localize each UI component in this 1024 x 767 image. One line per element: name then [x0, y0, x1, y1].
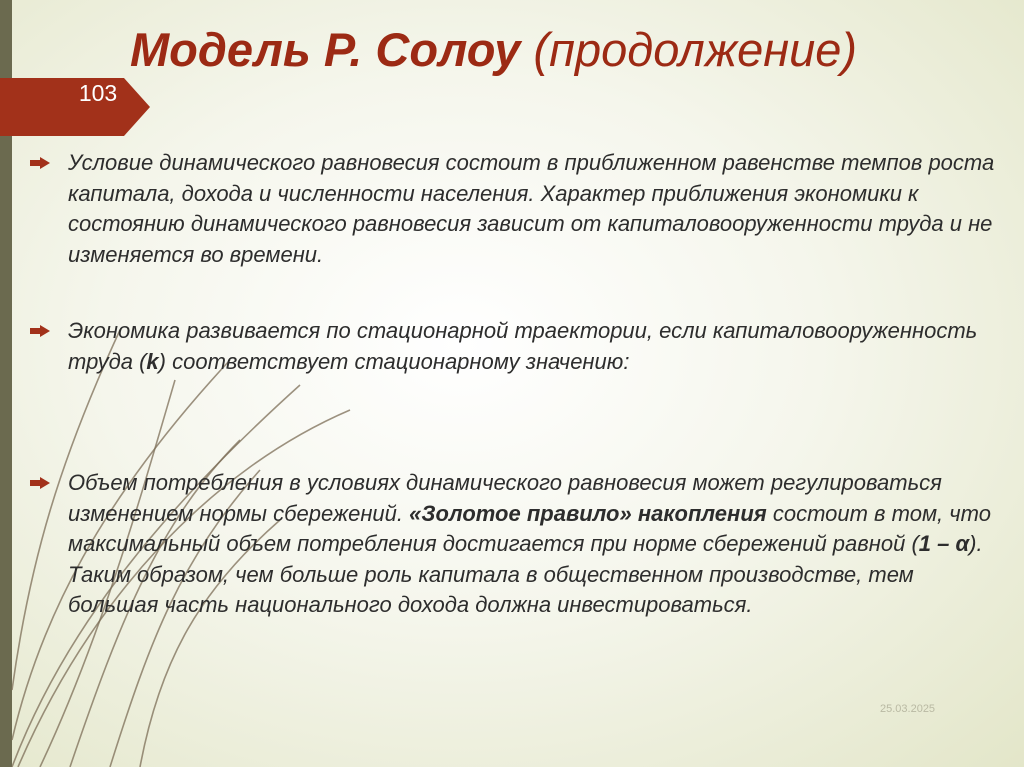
slide-title-main: Модель Р. Солоу	[130, 23, 521, 76]
bullet-item	[30, 148, 1000, 270]
arrow-bullet-icon	[30, 157, 50, 169]
variable-k: k	[146, 348, 159, 374]
bullet-text-part: ). Таким образом, чем больше роль капитала в общественном производстве, тем большая часть национального дохода должна инвестироваться.	[68, 531, 983, 617]
slide-number-arrow-shape	[0, 78, 150, 136]
bullet-text	[68, 316, 998, 377]
bullet-text: Условие динамического равновесия состоит в приближенном равенстве темпов роста капитала, дохода и численности населения. Характер приближения экономики к состоянию динамического равновесия зависит от капиталовооруженности труда и не изменяется во времени.	[68, 150, 995, 267]
arrow-bullet-icon	[30, 477, 50, 489]
slide-number-tag	[0, 78, 150, 136]
formula: 1 – α	[918, 531, 970, 556]
slide-title	[130, 22, 857, 77]
bullet-text	[68, 468, 998, 621]
bullet-text-part: состоит в том, что максимальный объем потребления достигается при норме сбережений равной (	[68, 500, 991, 556]
slide-title-subtitle: (продолжение)	[520, 23, 858, 76]
bullet-text-part: ) соответствует стационарному значению:	[158, 348, 630, 374]
arrow-bullet-icon	[30, 325, 50, 337]
bullet-text-part: Объем потребления в условиях динамического равновесия может регулироваться изменением нормы сбережений.	[68, 470, 942, 526]
slide-number: 103	[78, 80, 118, 106]
bullet-item	[30, 316, 1000, 377]
bullet-item	[30, 468, 1000, 621]
bullet-text-part: Экономика развивается по стационарной траектории, если капиталовооруженность труда (	[68, 318, 978, 374]
golden-rule-emphasis: «Золотое правило» накопления	[409, 500, 767, 526]
slide-date: 25.03.2025	[880, 703, 936, 715]
